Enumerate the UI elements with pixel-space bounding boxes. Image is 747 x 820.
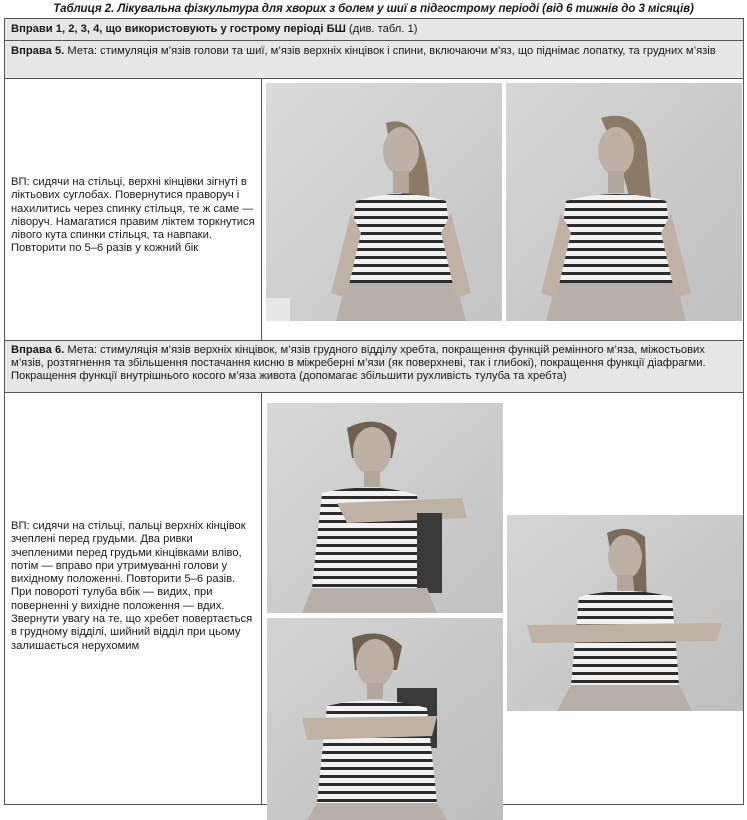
exercise6-photo-turn-right (267, 618, 503, 820)
intro-row (5, 19, 743, 41)
exercise-table (4, 18, 744, 805)
exercise5-body (5, 79, 743, 341)
exercise5-photo-right-turn (266, 83, 502, 321)
exercise6-goal: Мета: стимуляція м’язів верхніх кінцівок, м’язів грудного відділу хребта, покращення функцій ремінного м’яза, міжостьових м’язів, розтягнення та збільшення постачання кисню в міжреберні м’язи (як поверхневі, так і глибокі), покращення функції діафрагми. Покращення функції внутрішнього косого м’яза живота (допомагає збільшити рухливість тулуба та хребта) (11, 344, 706, 383)
intro-normal: (див. табл. 1) (345, 23, 418, 35)
exercise5-title: Вправа 5. (11, 45, 65, 57)
exercise5-goal-text (11, 45, 737, 58)
intro-text (11, 23, 737, 36)
exercise6-goal-text (11, 344, 737, 384)
exercise5-description: ВП: сидячи на стільці, верхні кінцівки зігнуті в ліктьових суглобах. Повернутися праворуч і нахилитись через спинку стільця, те ж саме — ліворуч. Намагатися правим ліктем торкнутися лівого кута спинки стільця, та навпаки. Повторити по 5–6 разів у кожний бік (11, 176, 255, 255)
exercise6-photo-start-position (507, 515, 743, 711)
exercise6-title: Вправа 6. (11, 344, 65, 356)
exercise6-photo-turn-left (267, 403, 503, 613)
intro-bold: Вправи 1, 2, 3, 4, що використовують у гострому періоді БШ (11, 23, 346, 35)
table-caption: Таблиця 2. Лікувальна фізкультура для хворих з болем у шиї в підгострому періоді (від 6 тижнів до 3 місяців) (53, 2, 694, 15)
exercise6-header (5, 341, 743, 393)
exercise5-header (5, 41, 743, 79)
exercise5-goal: Мета: стимуляція м’язів голови та шиї, м’язів верхніх кінцівок і спини, включаючи м’яз, що піднімає лопатку, та грудних м’язів (64, 45, 716, 57)
exercise6-description: ВП: сидячи на стільці, пальці верхніх кінцівок зчеплені перед грудьми. Два ривки зчепленими перед грудьми кінцівками вліво, потім — вправо при утримуванні голови у вихідному положенні. Повторити 5–6 разів. При повороті тулуба вбік — видих, при поверненні у вихідне положення — вдих. Звернути увагу на те, що хребет повертається в грудному відділі, шийний відділ при цьому залишається нерухомим (11, 520, 253, 652)
exercise5-photo-left-turn (506, 83, 742, 321)
exercise6-body (5, 393, 743, 804)
